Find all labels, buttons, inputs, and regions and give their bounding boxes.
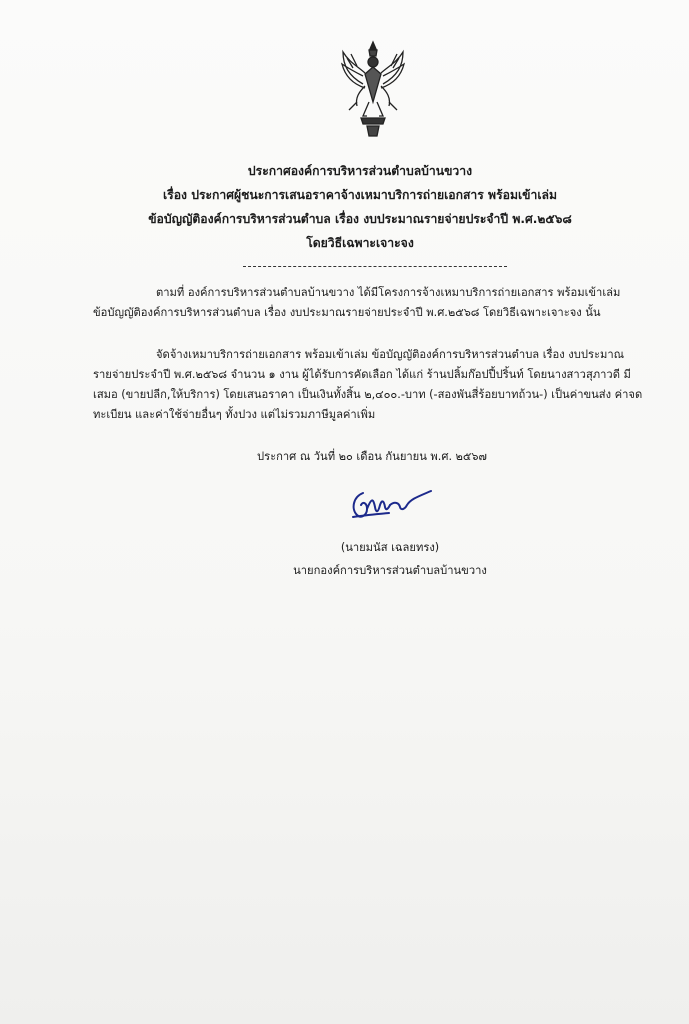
paragraph-2-line-3: เสมอ (ขายปลีก,ให้บริการ) โดยเสนอราคา เป็นเงินทั้งสิ้น ๒,๔๐๐.-บาท (-สองพันสี่ร้อยบาทถ้วน-) เป็นค่าขนส่ง ค่าจด [93,388,643,401]
dashed-divider [243,266,507,267]
garuda-emblem-icon [339,40,407,140]
signer-title: นายกองค์การบริหารส่วนตำบลบ้านขวาง [293,564,487,577]
heading-line-1: ประกาศองค์การบริหารส่วนตำบลบ้านขวาง [247,164,473,178]
paragraph-1-line-2: ข้อบัญญัติองค์การบริหารส่วนตำบล เรื่อง งบประมาณรายจ่ายประจำปี พ.ศ.๒๕๖๘ โดยวิธีเฉพาะเจาะจง นั้น [93,306,601,319]
heading-line-4: โดยวิธีเฉพาะเจาะจง [306,236,414,250]
heading-line-3: ข้อบัญญัติองค์การบริหารส่วนตำบล เรื่อง งบประมาณรายจ่ายประจำปี พ.ศ.๒๕๖๘ [148,212,572,226]
signature-image [345,487,435,523]
heading-line-2: เรื่อง ประกาศผู้ชนะการเสนอราคาจ้างเหมาบริการถ่ายเอกสาร พร้อมเข้าเล่ม [162,188,558,202]
signer-name: (นายมนัส เฉลยทรง) [340,541,440,554]
paragraph-2-line-2: รายจ่ายประจำปี พ.ศ.๒๕๖๘ จำนวน ๑ งาน ผู้ได้รับการคัดเลือก ได้แก่ ร้านปลิ้มก๊อปปี้ปริ้นท์ โดยนางสาวสุภาวดี มี [93,368,631,381]
paragraph-2-line-1: จัดจ้างเหมาบริการถ่ายเอกสาร พร้อมเข้าเล่ม ข้อบัญญัติองค์การบริหารส่วนตำบล เรื่อง งบประมาณ [156,348,625,361]
paragraph-2-line-4: ทะเบียน และค่าใช้จ่ายอื่นๆ ทั้งปวง แต่ไม่รวมภาษีมูลค่าเพิ่ม [93,408,376,421]
paragraph-1-line-1: ตามที่ องค์การบริหารส่วนตำบลบ้านขวาง ได้มีโครงการจ้างเหมาบริการถ่ายเอกสาร พร้อมเข้าเล่ม [156,286,621,299]
announcement-date: ประกาศ ณ วันที่ ๒๐ เดือน กันยายน พ.ศ. ๒๕๖๗ [257,450,487,463]
